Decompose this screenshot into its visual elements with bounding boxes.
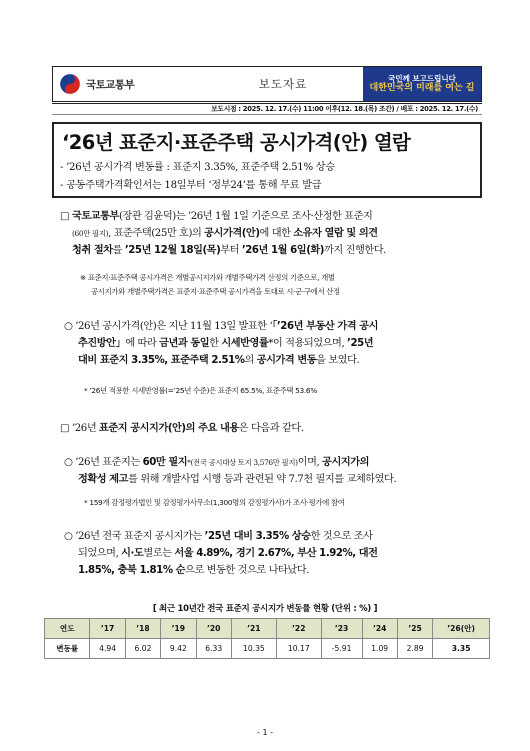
taegeuk-logo-icon [59, 73, 81, 95]
paragraph-4: ○ ’26년 표준지는 60만 필지*(전국 공시대상 토지 3,576만 필지)이며, 공시지가의 정확성 제고를 위해 개발사업 시행 등과 관련된 약 7.7천 필지를 교체하였다. [64, 457, 397, 485]
value-cell: 6.33 [196, 639, 231, 659]
value-cell: 4.94 [90, 639, 125, 659]
title-box [52, 122, 482, 198]
year-cell: ’19 [161, 619, 196, 639]
year-cell: ’24 [362, 619, 397, 639]
year-cell: ’23 [321, 619, 362, 639]
slogan-line-1: 국민께 보고드립니다 [388, 73, 456, 83]
page-number: - 1 - [257, 728, 273, 737]
note-2: * ’26년 적용한 시세반영률(=’25년 수준)은 표준지 65.5%, 표준주택 53.6% [84, 386, 317, 395]
year-cell: ’17 [90, 619, 125, 639]
table-row [45, 639, 490, 659]
year-cell: ’25 [397, 619, 432, 639]
header-label-cell: 연도 [45, 619, 90, 639]
land-price-change-table [44, 618, 490, 659]
row-label-cell: 변동률 [45, 639, 90, 659]
value-cell: 6.02 [125, 639, 160, 659]
value-cell: 9.42 [161, 639, 196, 659]
value-cell: 10.17 [276, 639, 321, 659]
paragraph-2: ○ ’26년 공시가격(안)은 지난 11월 13일 발표한 ‘「’26년 부동산 가격 공시 추진방안」에 따라 금년과 동일한 시세반영률*이 적용되었으며, ’25년 대비 표준지 3.35%, 표준주택 2.51%의 공시가격 변동을 보였다. [64, 321, 379, 366]
year-cell: ’18 [125, 619, 160, 639]
year-cell: ’20 [196, 619, 231, 639]
press-header [52, 66, 482, 102]
paragraph-1: □ 국토교통부(장관 김윤덕)는 ’26년 1월 1일 기준으로 조사·산정한 표준지 (60만 필지), 표준주택(25만 호)의 공시가격(안)에 대한 소유자 열람 및 의견 청취 절차를 ’25년 12월 18일(목)부터 ’26년 1월 6일(화)까지 진행한다. [60, 211, 386, 256]
paragraph-3: □ ’26년 표준지 공시지가(안)의 주요 내용은 다음과 같다. [60, 423, 304, 434]
doc-type-label: 보도자료 [258, 77, 308, 91]
year-cell: ’22 [276, 619, 321, 639]
ministry-logo [53, 67, 203, 101]
embargo-line: 보도시점 : 2025. 12. 17.(수) 11:00 이후(12. 18.(목) 조간) / 배포 : 2025. 12. 17.(수) [52, 103, 482, 115]
year-cell: ’26(안) [433, 619, 490, 639]
slogan-banner [363, 67, 481, 101]
value-cell: 2.89 [397, 639, 432, 659]
value-cell: 10.35 [231, 639, 276, 659]
subpoint-2: - 공동주택가격확인서는 18일부터 ‘정부24’를 통해 무료 발급 [60, 180, 322, 191]
page-title: ‘26년 표준지·표준주택 공시가격(안) 열람 [62, 131, 411, 154]
note-3: * 159개 감정평가법인 및 감정평가사무소(1,300명의 감정평가사)가 조사·평가에 참여 [84, 498, 345, 507]
value-cell: 3.35 [433, 639, 490, 659]
ministry-name: 국토교통부 [86, 78, 135, 91]
table-header-row [45, 619, 490, 639]
year-cell: ’21 [231, 619, 276, 639]
slogan-line-2: 대한민국의 미래를 여는 길 [369, 83, 475, 94]
paragraph-5: ○ ’26년 전국 표준지 공시지가는 ’25년 대비 3.35% 상승한 것으로 조사 되었으며, 시·도별로는 서울 4.89%, 경기 2.67%, 부산 1.92%, 대전 1.85%, 충북 1.81% 순으로 변동한 것으로 나타났다. [64, 531, 378, 576]
subpoint-1: - ’26년 공시가격 변동률 : 표준지 3.35%, 표준주택 2.51% 상승 [60, 162, 335, 173]
value-cell: 1.09 [362, 639, 397, 659]
table-title: [ 최근 10년간 전국 표준지 공시지가 변동률 현황 (단위 : %) ] [152, 604, 378, 614]
note-1: ※ 표준지·표준주택 공시가격은 개별공시지가와 개별주택가격 산정의 기준으로, 개별 공시지가와 개별주택가격은 표준지·표준주택 공시가격을 토대로 시·군·구에서 산정 [80, 273, 340, 296]
value-cell: -5.91 [321, 639, 362, 659]
